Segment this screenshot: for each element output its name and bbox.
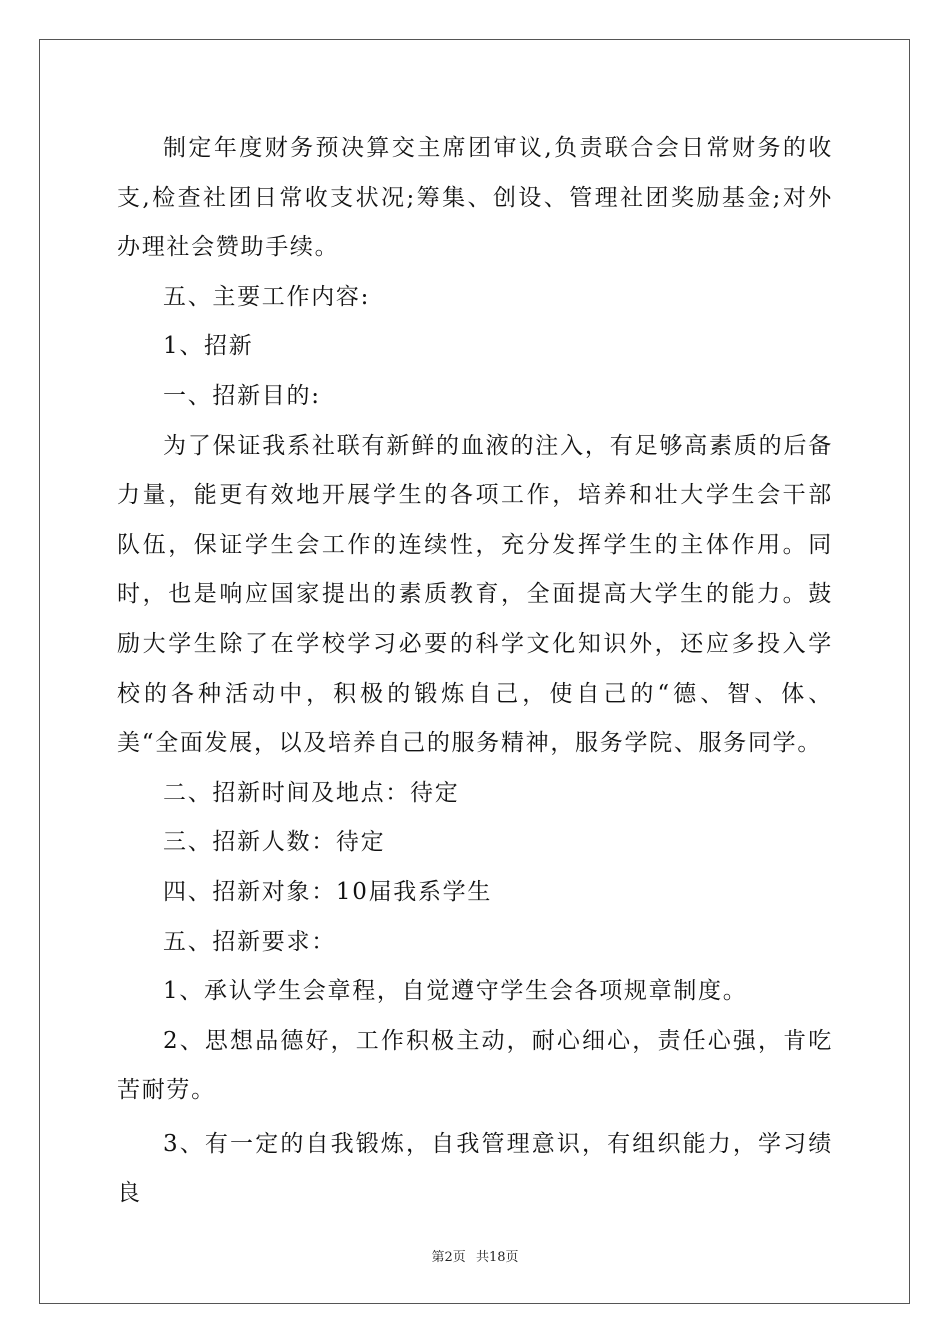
document-body bbox=[117, 124, 833, 1219]
paragraph-recruit-requirements: 五、招新要求： bbox=[163, 928, 336, 955]
paragraph-recruit-purpose-heading: 一、招新目的: bbox=[163, 382, 321, 409]
paragraph-finance: 制定年度财务预决算交主席团审议,负责联合会日常财务的收支,检查社团日常收支状况;筹集、创设、管理社团奖励基金;对外办理社会赞助手续。 bbox=[117, 135, 833, 261]
page-footer bbox=[0, 1246, 950, 1265]
paragraph-recruit-target: 四、招新对象：10届我系学生 bbox=[163, 878, 493, 905]
paragraph-main-work: 五、主要工作内容: bbox=[163, 283, 371, 310]
paragraph-requirement-1: 1、承认学生会章程，自觉遵守学生会各项规章制度。 bbox=[163, 978, 748, 1005]
paragraph-recruit-time: 二、招新时间及地点：待定 bbox=[163, 779, 460, 806]
paragraph-recruit: 1、招新 bbox=[163, 333, 254, 360]
paragraph-requirement-3: 3、有一定的自我锻炼，自我管理意识，有组织能力，学习绩良 bbox=[117, 1130, 833, 1207]
paragraph-requirement-2: 2、思想品德好，工作积极主动，耐心细心，责任心强，肯吃苦耐劳。 bbox=[117, 1027, 833, 1104]
page-total: 共18页 bbox=[475, 1250, 519, 1265]
page-number: 第2页 bbox=[431, 1250, 466, 1265]
paragraph-recruit-purpose: 为了保证我系社联有新鲜的血液的注入，有足够高素质的后备力量，能更有效地开展学生的各项工作，培养和壮大学生会干部队伍，保证学生会工作的连续性，充分发挥学生的主体作用。同时，也是响应国家提出的素质教育，全面提高大学生的能力。鼓励大学生除了在学校学习必要的科学文化知识外，还应多投入学校的各种活动中，积极的锻炼自己，使自己的“德、智、体、美“全面发展，以及培养自己的服务精神，服务学院、服务同学。 bbox=[117, 432, 833, 757]
paragraph-recruit-number: 三、招新人数：待定 bbox=[163, 829, 386, 856]
